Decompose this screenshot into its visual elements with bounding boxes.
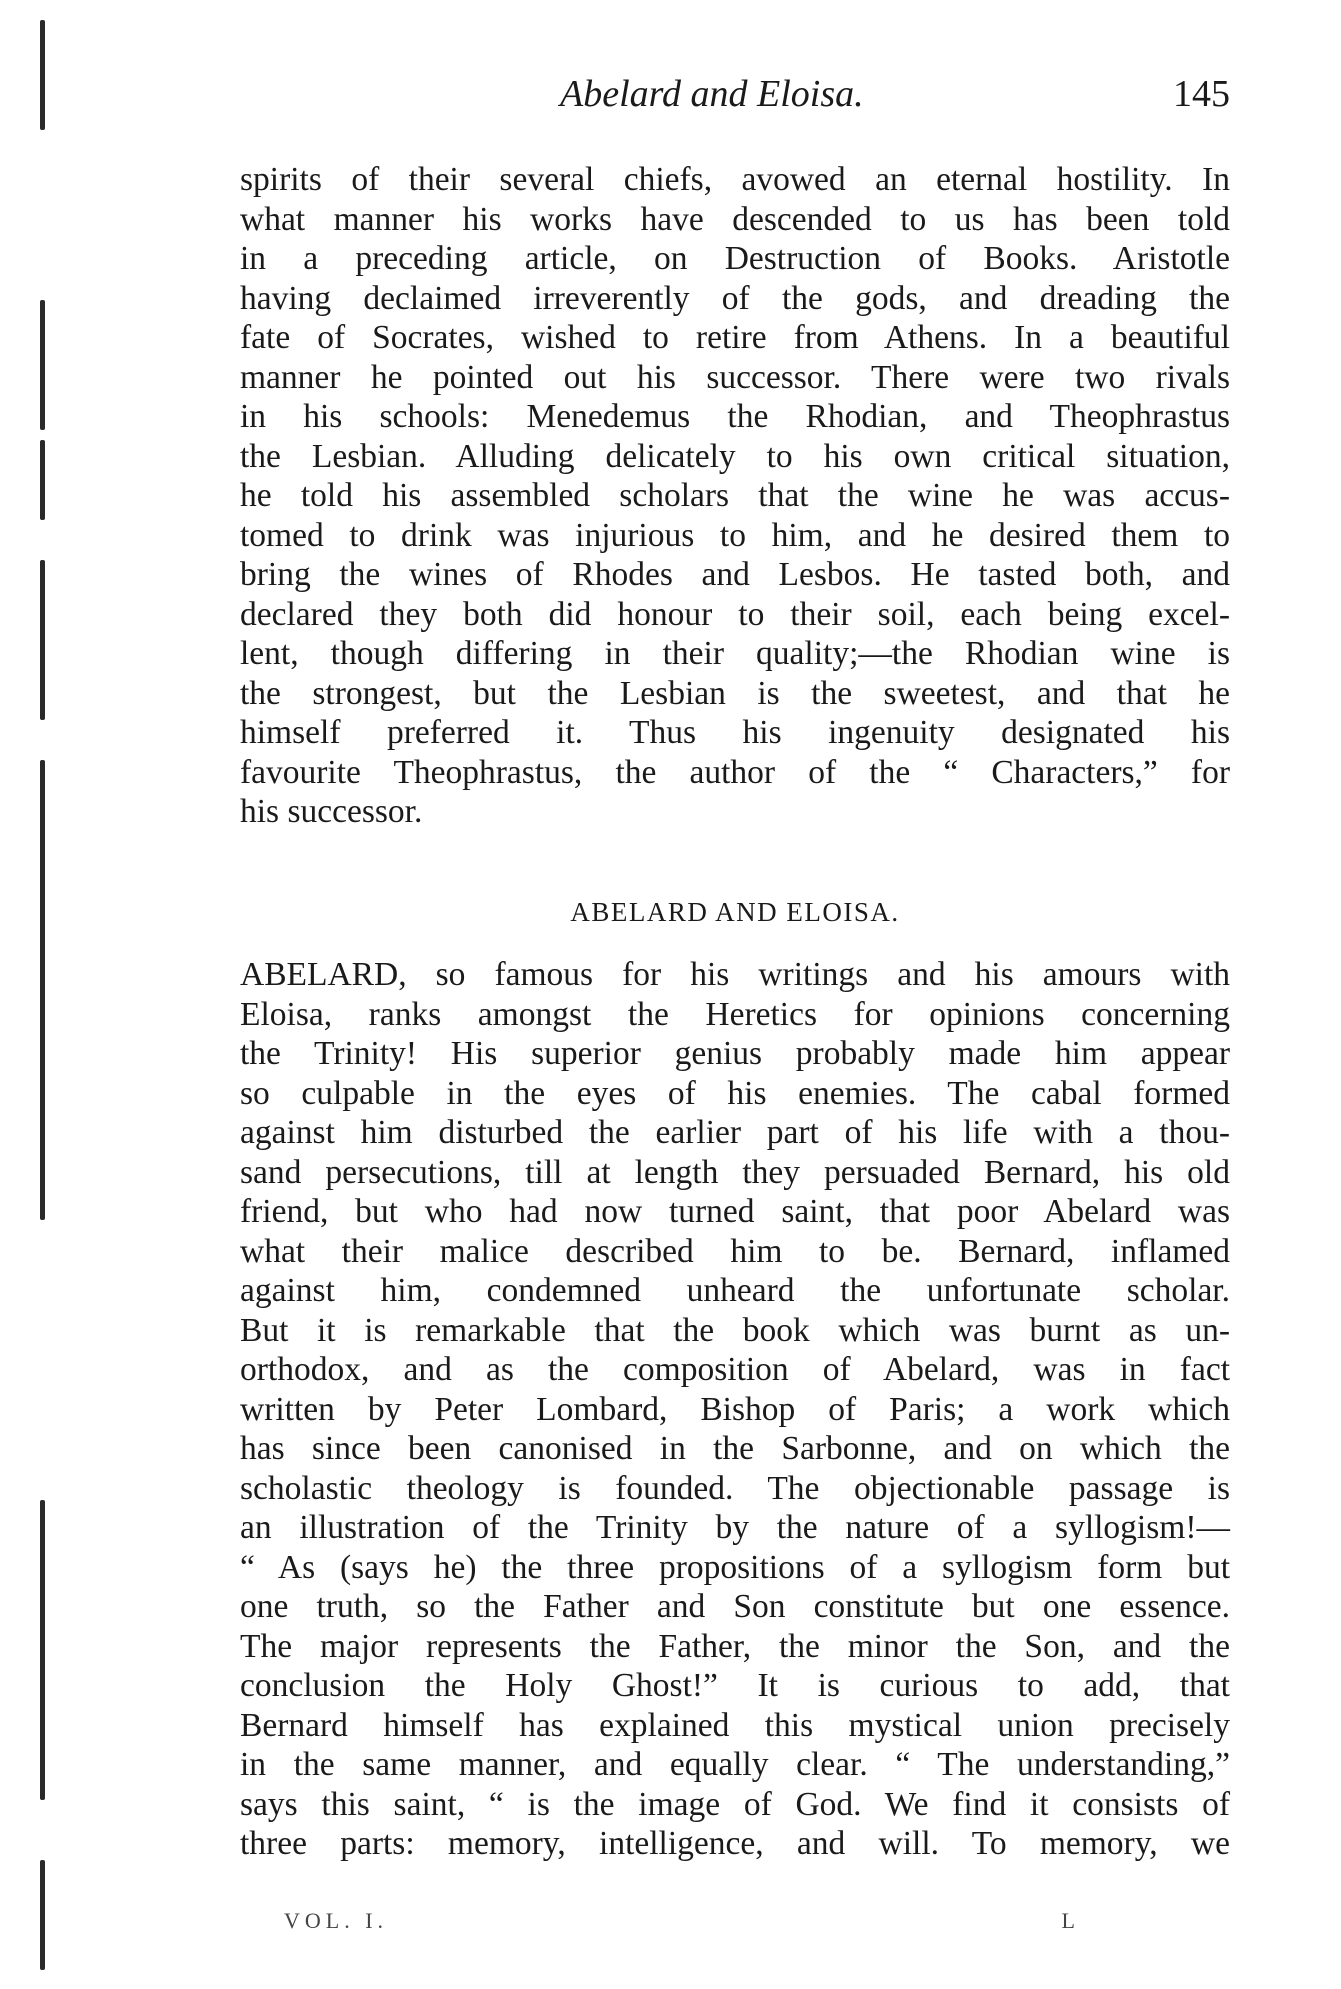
previous-article-text [240,160,1230,832]
text-line: himself preferred it. Thus his ingenuity designated his [240,714,1230,751]
running-title: Abelard and Eloisa. [560,73,864,115]
running-head [240,72,1230,128]
text-line: the Lesbian. Alluding delicately to his own critical situation, [240,437,1230,475]
text-line: ABELARD, so famous for his writings and his amours with [240,956,1230,993]
text-line: against him disturbed the earlier part of his life with a thou- [240,1114,1230,1151]
scan-margin-mark [40,300,45,430]
text-line: orthodox, and as the composition of Abelard, was in fact [240,1351,1230,1388]
text-line: against him, condemned unheard the unfortunate scholar. [240,1272,1230,1309]
text-line: so culpable in the eyes of his enemies. The cabal formed [240,1074,1230,1112]
text-line: sand persecutions, till at length they persuaded Bernard, his old [240,1153,1230,1191]
text-line: But it is remarkable that the book which was burnt as un- [240,1311,1230,1349]
article-text [240,955,1230,1864]
text-line: one truth, so the Father and Son constitute but one essence. [240,1588,1230,1625]
text-line: manner he pointed out his successor. There were two rivals [240,358,1230,396]
footer-signature [240,1908,1230,1942]
section-heading: ABELARD AND ELOISA. [570,897,900,927]
scan-margin-mark [40,440,45,520]
scan-margin-mark [40,760,45,1220]
text-line: he told his assembled scholars that the wine he was accus- [240,477,1230,514]
scan-margin-mark [40,1860,45,1970]
text-line: what manner his works have descended to us has been told [240,200,1230,238]
text-line: favourite Theophrastus, the author of the “ Characters,” for [240,753,1230,791]
text-line: in a preceding article, on Destruction of Books. Aristotle [240,240,1230,277]
gathering-signature: L [1061,1908,1080,1933]
text-line: in his schools: Menedemus the Rhodian, and Theophrastus [240,398,1230,435]
scan-margin-mark [40,560,45,720]
text-line: declared they both did honour to their soil, each being excel- [240,595,1230,633]
text-line: what their malice described him to be. Bernard, inflamed [240,1232,1230,1270]
scan-margin-mark [40,1500,45,1800]
text-line: the strongest, but the Lesbian is the sweetest, and that he [240,674,1230,712]
text-line: his successor. [240,793,423,830]
page-number: 145 [1173,73,1230,115]
text-line: tomed to drink was injurious to him, and he desired them to [240,516,1230,554]
text-line: friend, but who had now turned saint, that poor Abelard was [240,1193,1230,1230]
text-line: three parts: memory, intelligence, and will. To memory, we [240,1825,1230,1862]
text-line: says this saint, “ is the image of God. We find it consists of [240,1785,1230,1823]
text-line: an illustration of the Trinity by the nature of a syllogism!— [240,1509,1230,1546]
text-line: lent, though differing in their quality;—the Rhodian wine is [240,635,1230,672]
text-line: in the same manner, and equally clear. “ The understanding,” [240,1746,1230,1783]
text-line: bring the wines of Rhodes and Lesbos. He tasted both, and [240,556,1230,593]
text-line: Bernard himself has explained this mystical union precisely [240,1706,1230,1744]
text-line: the Trinity! His superior genius probably made him appear [240,1035,1230,1072]
text-line: has since been canonised in the Sarbonne, and on which the [240,1430,1230,1467]
text-line: written by Peter Lombard, Bishop of Paris; a work which [240,1390,1230,1428]
volume-signature: VOL. I. [284,1908,389,1933]
text-line: fate of Socrates, wished to retire from Athens. In a beautiful [240,319,1230,356]
text-line: conclusion the Holy Ghost!” It is curious to add, that [240,1667,1230,1704]
text-line: spirits of their several chiefs, avowed an eternal hostility. In [240,161,1230,198]
text-line: scholastic theology is founded. The objectionable passage is [240,1469,1230,1507]
text-line: having declaimed irreverently of the gods, and dreading the [240,279,1230,317]
text-line: Eloisa, ranks amongst the Heretics for opinions concerning [240,995,1230,1033]
text-line: “ As (says he) the three propositions of a syllogism form but [240,1548,1230,1586]
scan-margin-mark [40,20,45,130]
text-line: The major represents the Father, the minor the Son, and the [240,1627,1230,1665]
